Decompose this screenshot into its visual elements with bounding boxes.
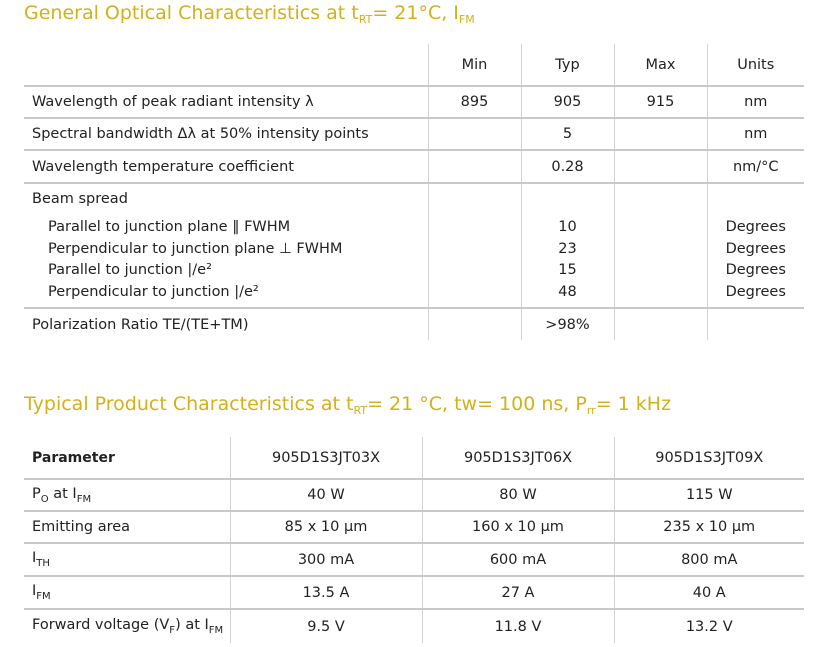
header-model-09: 905D1S3JT09X	[614, 437, 804, 479]
header-parameter: Parameter	[32, 449, 115, 466]
beam-unit-values	[708, 217, 805, 303]
param-subscript: O	[40, 493, 49, 505]
row-value: 40 W	[230, 479, 422, 511]
table-row	[24, 118, 804, 150]
title-text: = 21°C, I	[372, 2, 459, 24]
table-row	[24, 86, 804, 118]
param-subscript: F	[169, 625, 176, 636]
row-units: nm	[707, 118, 804, 150]
beam-typ-value: 23	[558, 240, 577, 257]
row-value: 85 x 10 µm	[230, 511, 422, 543]
beam-typ-value: 15	[558, 262, 577, 278]
beam-min	[428, 183, 521, 308]
row-typ: 5	[521, 118, 614, 150]
beam-unit: Degrees	[725, 240, 786, 257]
beam-param: Perpendicular to junction |/e²	[48, 283, 259, 300]
row-units: nm/°C	[707, 150, 804, 183]
param-text: at I	[48, 485, 77, 502]
title-subscript: RT	[353, 404, 368, 417]
row-value: 13.2 V	[614, 609, 804, 643]
header-min: Min	[428, 44, 521, 86]
row-value: 160 x 10 µm	[422, 511, 614, 543]
table-row	[24, 609, 804, 643]
row-value: 600 mA	[422, 543, 614, 576]
beam-spread-params	[32, 215, 428, 303]
header-units: Units	[707, 44, 804, 86]
row-value: 27 A	[422, 576, 614, 609]
row-value: 40 A	[614, 576, 804, 609]
row-value: 11.8 V	[422, 609, 614, 643]
row-param: Spectral bandwidth Δλ at 50% intensity points	[32, 126, 369, 142]
row-value: 115 W	[614, 479, 804, 511]
row-units	[707, 308, 804, 340]
beam-spread-row	[24, 183, 804, 308]
product-table	[24, 437, 804, 643]
row-param	[24, 543, 230, 576]
title-text: = 21 °C, tw= 100 ns, P	[367, 393, 587, 415]
row-max	[614, 118, 707, 150]
row-param	[24, 609, 230, 643]
title-subscript: rr	[586, 404, 596, 417]
beam-unit: Degrees	[725, 283, 786, 300]
row-max: 915	[614, 86, 707, 118]
header-model-03: 905D1S3JT03X	[230, 437, 422, 479]
row-param	[24, 511, 230, 543]
beam-param: Perpendicular to junction plane ⊥ FWHM	[48, 240, 343, 257]
row-value: 13.5 A	[230, 576, 422, 609]
param-text: P	[32, 485, 41, 502]
beam-typ-value: 10	[558, 219, 577, 235]
optical-header-row	[24, 44, 804, 86]
table-row	[24, 543, 804, 576]
param-text: I	[32, 550, 37, 566]
param-subscript: FM	[208, 625, 224, 636]
row-value: 235 x 10 µm	[614, 511, 804, 543]
table-row	[24, 479, 804, 511]
optical-section-title	[24, 2, 475, 26]
row-min	[428, 118, 521, 150]
row-value: 800 mA	[614, 543, 804, 576]
beam-param: Parallel to junction |/e²	[48, 262, 212, 278]
beam-typ-values	[522, 217, 614, 303]
row-min	[428, 308, 521, 340]
row-typ: >98%	[521, 308, 614, 340]
beam-units	[707, 183, 804, 308]
param-text: I	[32, 583, 37, 599]
param-text: ) at I	[175, 617, 209, 633]
title-text: General Optical Characteristics at t	[24, 2, 359, 24]
param-subscript: FM	[76, 493, 92, 505]
row-value: 300 mA	[230, 543, 422, 576]
row-units: nm	[707, 86, 804, 118]
title-text: Typical Product Characteristics at t	[24, 393, 354, 415]
beam-param: Parallel to junction plane ‖ FWHM	[48, 219, 291, 235]
row-typ: 0.28	[521, 150, 614, 183]
table-row	[24, 511, 804, 543]
row-param	[24, 576, 230, 609]
row-param: Wavelength of peak radiant intensity λ	[32, 94, 314, 110]
table-row	[24, 576, 804, 609]
beam-unit: Degrees	[725, 262, 786, 278]
header-parameter	[24, 44, 428, 86]
param-subscript: FM	[36, 591, 51, 602]
row-param: Polarization Ratio TE/(TE+TM)	[32, 316, 249, 333]
beam-typ-value: 48	[558, 283, 577, 300]
product-section-title	[24, 393, 671, 417]
row-min: 895	[428, 86, 521, 118]
row-value: 9.5 V	[230, 609, 422, 643]
table-row	[24, 150, 804, 183]
header-typ: Typ	[521, 44, 614, 86]
header-max: Max	[614, 44, 707, 86]
row-param: Wavelength temperature coefficient	[32, 158, 294, 175]
beam-spread-label: Beam spread	[32, 191, 128, 207]
row-max	[614, 150, 707, 183]
beam-max	[614, 183, 707, 308]
beam-typ	[521, 183, 614, 308]
row-value: 80 W	[422, 479, 614, 511]
title-subscript: RT	[358, 13, 373, 26]
title-subscript: FM	[458, 13, 475, 26]
product-header-row	[24, 437, 804, 479]
param-text: Emitting area	[32, 519, 131, 535]
param-text: Forward voltage (V	[32, 617, 170, 633]
table-row	[24, 308, 804, 340]
beam-spread-cell	[24, 183, 428, 308]
optical-table	[24, 44, 804, 340]
beam-unit: Degrees	[725, 219, 786, 235]
row-min	[428, 150, 521, 183]
header-model-06: 905D1S3JT06X	[422, 437, 614, 479]
row-param	[24, 479, 230, 511]
param-subscript: TH	[36, 558, 50, 569]
title-text: = 1 kHz	[595, 393, 672, 415]
row-typ: 905	[521, 86, 614, 118]
row-max	[614, 308, 707, 340]
